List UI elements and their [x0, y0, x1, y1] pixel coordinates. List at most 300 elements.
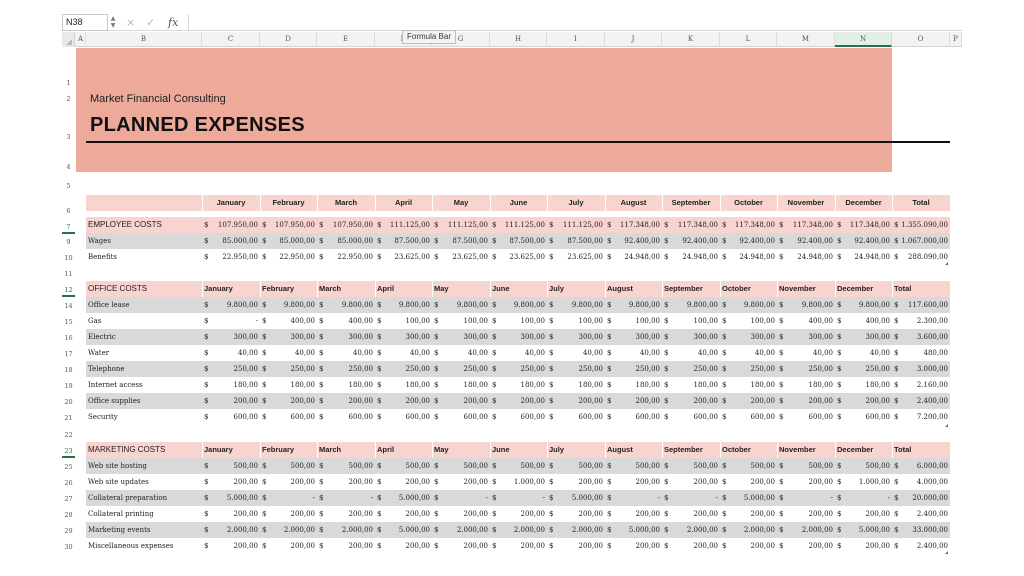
month-value-january[interactable]: 600,00: [233, 413, 258, 421]
month-value-august[interactable]: 92.400,00: [624, 237, 660, 245]
month-header-june[interactable]: June: [492, 284, 510, 293]
month-value-may[interactable]: 300,00: [463, 333, 488, 341]
month-value-may[interactable]: 200,00: [463, 510, 488, 518]
row-number-6[interactable]: 6: [66, 207, 71, 215]
month-value-november[interactable]: 200,00: [808, 542, 833, 550]
month-value-september[interactable]: 24.948,00: [682, 253, 718, 261]
month-value-august[interactable]: 500,00: [635, 462, 660, 470]
row-number-28[interactable]: 28: [64, 511, 73, 519]
row-number-12[interactable]: 12: [64, 286, 73, 294]
total-value[interactable]: 2.400,00: [916, 510, 948, 518]
month-value-april[interactable]: 100,00: [405, 317, 430, 325]
month-value-april[interactable]: 111.125,00: [389, 221, 430, 229]
month-value-july[interactable]: 200,00: [578, 510, 603, 518]
total-value[interactable]: 480,00: [923, 349, 948, 357]
insert-function-icon[interactable]: fx: [168, 16, 179, 29]
month-header-march[interactable]: March: [334, 198, 358, 207]
month-header-may[interactable]: May: [434, 445, 449, 454]
month-value-september[interactable]: 500,00: [693, 462, 718, 470]
total-value[interactable]: 3.600,00: [916, 333, 948, 341]
month-header-april[interactable]: April: [377, 284, 395, 293]
month-value-november[interactable]: 200,00: [808, 478, 833, 486]
month-value-august[interactable]: 24.948,00: [624, 253, 660, 261]
row-label[interactable]: Office lease: [88, 301, 130, 309]
row-label[interactable]: Water: [88, 349, 110, 357]
column-header-a[interactable]: A: [76, 32, 86, 47]
month-value-july[interactable]: 2.000,00: [571, 526, 603, 534]
month-value-september[interactable]: 2.000,00: [686, 526, 718, 534]
month-value-december[interactable]: 300,00: [865, 333, 890, 341]
month-value-june[interactable]: 180,00: [520, 381, 545, 389]
month-header-january[interactable]: January: [204, 284, 233, 293]
cancel-icon[interactable]: ×: [126, 16, 136, 29]
month-value-november[interactable]: 40,00: [812, 349, 833, 357]
row-number-15[interactable]: 15: [64, 318, 73, 326]
month-value-june[interactable]: 200,00: [520, 510, 545, 518]
month-value-december[interactable]: 24.948,00: [854, 253, 890, 261]
month-value-january[interactable]: 22.950,00: [222, 253, 258, 261]
row-number-11[interactable]: 11: [64, 270, 73, 278]
column-header-e[interactable]: E: [317, 32, 375, 47]
month-header-march[interactable]: March: [319, 445, 342, 454]
month-value-july[interactable]: 600,00: [578, 413, 603, 421]
month-value-january[interactable]: 2.000,00: [226, 526, 258, 534]
total-value[interactable]: 3.000,00: [916, 365, 948, 373]
row-number-27[interactable]: 27: [64, 495, 73, 503]
total-value[interactable]: 4.000,00: [916, 478, 948, 486]
month-value-july[interactable]: 500,00: [578, 462, 603, 470]
month-value-september[interactable]: 200,00: [693, 478, 718, 486]
month-value-april[interactable]: 200,00: [405, 542, 430, 550]
month-header-january[interactable]: January: [204, 445, 233, 454]
row-number-14[interactable]: 14: [64, 302, 73, 310]
month-value-january[interactable]: 85.000,00: [222, 237, 258, 245]
month-header-november[interactable]: November: [779, 284, 816, 293]
month-value-december[interactable]: 600,00: [865, 413, 890, 421]
row-number-1[interactable]: 1: [66, 79, 71, 87]
month-value-april[interactable]: 40,00: [409, 349, 430, 357]
month-value-january[interactable]: -: [255, 317, 258, 325]
month-value-june[interactable]: 200,00: [520, 397, 545, 405]
month-header-may[interactable]: May: [453, 198, 469, 207]
month-value-january[interactable]: 9.800,00: [226, 301, 258, 309]
month-value-november[interactable]: 24.948,00: [797, 253, 833, 261]
month-value-november[interactable]: 600,00: [808, 413, 833, 421]
month-value-october[interactable]: 24.948,00: [739, 253, 775, 261]
row-number-23[interactable]: 23: [64, 447, 73, 455]
month-value-september[interactable]: 600,00: [693, 413, 718, 421]
total-value[interactable]: 6.000,00: [916, 462, 948, 470]
page-title[interactable]: PLANNED EXPENSES: [90, 114, 305, 136]
month-header-april[interactable]: April: [377, 445, 395, 454]
month-value-february[interactable]: 600,00: [290, 413, 315, 421]
month-value-november[interactable]: 2.000,00: [801, 526, 833, 534]
month-header-february[interactable]: February: [262, 445, 295, 454]
month-value-may[interactable]: 200,00: [463, 478, 488, 486]
month-value-october[interactable]: 200,00: [750, 397, 775, 405]
month-value-july[interactable]: 100,00: [578, 317, 603, 325]
month-value-june[interactable]: 600,00: [520, 413, 545, 421]
month-value-january[interactable]: 180,00: [233, 381, 258, 389]
month-value-december[interactable]: 92.400,00: [854, 237, 890, 245]
month-value-march[interactable]: 9.800,00: [341, 301, 373, 309]
month-value-november[interactable]: 9.800,00: [801, 301, 833, 309]
month-value-august[interactable]: 300,00: [635, 333, 660, 341]
month-value-july[interactable]: 300,00: [578, 333, 603, 341]
section-title-office[interactable]: OFFICE COSTS: [88, 284, 148, 293]
month-value-june[interactable]: 1.000,00: [513, 478, 545, 486]
month-value-november[interactable]: 250,00: [808, 365, 833, 373]
month-header-october[interactable]: October: [722, 284, 751, 293]
row-number-21[interactable]: 21: [64, 414, 73, 422]
month-value-november[interactable]: 500,00: [808, 462, 833, 470]
row-number-5[interactable]: 5: [66, 182, 71, 190]
month-value-december[interactable]: 250,00: [865, 365, 890, 373]
month-value-july[interactable]: 87.500,00: [567, 237, 603, 245]
month-value-may[interactable]: 9.800,00: [456, 301, 488, 309]
month-value-may[interactable]: 2.000,00: [456, 526, 488, 534]
month-header-november[interactable]: November: [787, 198, 825, 207]
column-header-d[interactable]: D: [260, 32, 317, 47]
month-value-april[interactable]: 600,00: [405, 413, 430, 421]
column-header-i[interactable]: I: [547, 32, 605, 47]
month-header-august[interactable]: August: [607, 445, 633, 454]
month-value-may[interactable]: 40,00: [467, 349, 488, 357]
month-value-september[interactable]: 200,00: [693, 397, 718, 405]
month-value-january[interactable]: 200,00: [233, 542, 258, 550]
month-value-april[interactable]: 87.500,00: [394, 237, 430, 245]
total-value[interactable]: 117.600,00: [907, 301, 948, 309]
row-label[interactable]: Telephone: [88, 365, 125, 373]
month-header-september[interactable]: September: [664, 284, 703, 293]
month-value-april[interactable]: 200,00: [405, 397, 430, 405]
row-label[interactable]: Office supplies: [88, 397, 141, 405]
total-value[interactable]: 2.400,00: [916, 542, 948, 550]
row-label[interactable]: Benefits: [88, 253, 118, 261]
month-header-september[interactable]: September: [671, 198, 711, 207]
month-value-april[interactable]: 300,00: [405, 333, 430, 341]
month-value-june[interactable]: 87.500,00: [509, 237, 545, 245]
month-value-may[interactable]: 100,00: [463, 317, 488, 325]
month-value-march[interactable]: 2.000,00: [341, 526, 373, 534]
month-header-may[interactable]: May: [434, 284, 449, 293]
month-value-march[interactable]: 40,00: [352, 349, 373, 357]
month-value-september[interactable]: 40,00: [697, 349, 718, 357]
row-number-20[interactable]: 20: [64, 398, 73, 406]
month-value-july[interactable]: 250,00: [578, 365, 603, 373]
month-value-december[interactable]: 117.348,00: [849, 221, 890, 229]
month-header-march[interactable]: March: [319, 284, 342, 293]
month-value-february[interactable]: 400,00: [290, 317, 315, 325]
month-value-december[interactable]: 400,00: [865, 317, 890, 325]
month-value-may[interactable]: 200,00: [463, 542, 488, 550]
company-name[interactable]: Market Financial Consulting: [90, 93, 226, 105]
name-box[interactable]: N38: [62, 14, 108, 31]
month-header-october[interactable]: October: [722, 445, 751, 454]
month-value-june[interactable]: 9.800,00: [513, 301, 545, 309]
row-number-2[interactable]: 2: [66, 95, 71, 103]
month-value-october[interactable]: 200,00: [750, 542, 775, 550]
total-value[interactable]: 1.067.000,00: [901, 237, 948, 245]
month-value-october[interactable]: 500,00: [750, 462, 775, 470]
month-value-december[interactable]: 200,00: [865, 510, 890, 518]
month-value-december[interactable]: 200,00: [865, 542, 890, 550]
month-value-may[interactable]: 111.125,00: [447, 221, 488, 229]
month-value-may[interactable]: 500,00: [463, 462, 488, 470]
month-value-july[interactable]: 40,00: [582, 349, 603, 357]
column-header-g[interactable]: G: [432, 32, 490, 47]
month-value-july[interactable]: 200,00: [578, 397, 603, 405]
month-value-may[interactable]: 250,00: [463, 365, 488, 373]
row-number-7[interactable]: 7: [66, 223, 71, 231]
month-value-october[interactable]: 180,00: [750, 381, 775, 389]
row-number-3[interactable]: 3: [66, 133, 71, 141]
month-value-september[interactable]: 9.800,00: [686, 301, 718, 309]
total-value[interactable]: 2.300,00: [916, 317, 948, 325]
select-all-button[interactable]: [62, 32, 75, 47]
month-value-january[interactable]: 500,00: [233, 462, 258, 470]
formula-input[interactable]: [188, 14, 962, 31]
month-header-june[interactable]: June: [509, 198, 528, 207]
column-header-j[interactable]: J: [605, 32, 662, 47]
month-value-january[interactable]: 200,00: [233, 478, 258, 486]
row-number-30[interactable]: 30: [64, 543, 73, 551]
month-value-august[interactable]: 180,00: [635, 381, 660, 389]
column-header-h[interactable]: H: [490, 32, 547, 47]
month-value-january[interactable]: 200,00: [233, 397, 258, 405]
month-value-october[interactable]: 600,00: [750, 413, 775, 421]
month-value-february[interactable]: 200,00: [290, 542, 315, 550]
month-value-august[interactable]: 600,00: [635, 413, 660, 421]
month-header-december[interactable]: December: [837, 284, 874, 293]
month-value-october[interactable]: 40,00: [754, 349, 775, 357]
month-value-august[interactable]: 9.800,00: [628, 301, 660, 309]
month-value-september[interactable]: 100,00: [693, 317, 718, 325]
month-value-february[interactable]: 107.950,00: [274, 221, 315, 229]
month-value-april[interactable]: 250,00: [405, 365, 430, 373]
month-value-august[interactable]: 200,00: [635, 478, 660, 486]
month-value-october[interactable]: 92.400,00: [739, 237, 775, 245]
month-value-january[interactable]: 300,00: [233, 333, 258, 341]
month-value-february[interactable]: 300,00: [290, 333, 315, 341]
month-value-march[interactable]: 600,00: [348, 413, 373, 421]
month-header-december[interactable]: December: [837, 445, 874, 454]
row-number-19[interactable]: 19: [64, 382, 73, 390]
month-value-february[interactable]: 40,00: [294, 349, 315, 357]
month-value-june[interactable]: 100,00: [520, 317, 545, 325]
month-value-march[interactable]: 300,00: [348, 333, 373, 341]
total-value[interactable]: 33.000,00: [912, 526, 948, 534]
month-value-march[interactable]: 400,00: [348, 317, 373, 325]
enter-icon[interactable]: ✓: [146, 16, 156, 29]
row-label[interactable]: Collateral preparation: [88, 494, 168, 502]
month-value-march[interactable]: 200,00: [348, 397, 373, 405]
month-value-march[interactable]: 250,00: [348, 365, 373, 373]
month-header-october[interactable]: October: [734, 198, 763, 207]
month-value-march[interactable]: -: [370, 494, 373, 502]
column-header-o[interactable]: O: [892, 32, 950, 47]
month-value-august[interactable]: -: [657, 494, 660, 502]
month-value-november[interactable]: 180,00: [808, 381, 833, 389]
month-value-august[interactable]: 117.348,00: [619, 221, 660, 229]
row-number-4[interactable]: 4: [66, 163, 71, 171]
month-value-october[interactable]: 250,00: [750, 365, 775, 373]
month-value-november[interactable]: 117.348,00: [792, 221, 833, 229]
month-value-may[interactable]: 600,00: [463, 413, 488, 421]
month-value-july[interactable]: 200,00: [578, 542, 603, 550]
month-value-march[interactable]: 180,00: [348, 381, 373, 389]
month-value-october[interactable]: 300,00: [750, 333, 775, 341]
month-value-february[interactable]: 250,00: [290, 365, 315, 373]
total-value[interactable]: 7.200,00: [916, 413, 948, 421]
month-value-january[interactable]: 40,00: [237, 349, 258, 357]
row-label[interactable]: Gas: [88, 317, 102, 325]
month-value-september[interactable]: 200,00: [693, 542, 718, 550]
month-value-february[interactable]: 200,00: [290, 510, 315, 518]
total-value[interactable]: 20.000,00: [912, 494, 948, 502]
month-value-june[interactable]: 500,00: [520, 462, 545, 470]
month-value-march[interactable]: 22.950,00: [337, 253, 373, 261]
row-number-18[interactable]: 18: [64, 366, 73, 374]
month-value-december[interactable]: 1.000,00: [858, 478, 890, 486]
month-value-february[interactable]: 85.000,00: [279, 237, 315, 245]
total-value[interactable]: 288.090,00: [907, 253, 948, 261]
row-number-10[interactable]: 10: [64, 254, 73, 262]
row-label[interactable]: Wages: [88, 237, 111, 245]
month-value-march[interactable]: 200,00: [348, 478, 373, 486]
row-label[interactable]: Collateral printing: [88, 510, 154, 518]
section-title-marketing[interactable]: MARKETING COSTS: [88, 445, 166, 454]
month-value-june[interactable]: 23.625,00: [509, 253, 545, 261]
month-value-october[interactable]: 200,00: [750, 478, 775, 486]
month-value-october[interactable]: 200,00: [750, 510, 775, 518]
row-label[interactable]: Security: [88, 413, 118, 421]
row-label[interactable]: Internet access: [88, 381, 143, 389]
month-value-may[interactable]: 87.500,00: [452, 237, 488, 245]
month-value-november[interactable]: 200,00: [808, 510, 833, 518]
month-value-february[interactable]: 200,00: [290, 478, 315, 486]
row-number-9[interactable]: 9: [66, 238, 71, 246]
month-value-august[interactable]: 40,00: [639, 349, 660, 357]
month-value-october[interactable]: 100,00: [750, 317, 775, 325]
month-value-january[interactable]: 250,00: [233, 365, 258, 373]
month-value-march[interactable]: 500,00: [348, 462, 373, 470]
month-value-february[interactable]: 200,00: [290, 397, 315, 405]
row-number-26[interactable]: 26: [64, 479, 73, 487]
month-value-august[interactable]: 200,00: [635, 542, 660, 550]
month-value-april[interactable]: 5.000,00: [398, 494, 430, 502]
month-value-october[interactable]: 5.000,00: [743, 494, 775, 502]
month-value-february[interactable]: 180,00: [290, 381, 315, 389]
total-value[interactable]: 2.160,00: [916, 381, 948, 389]
column-header-c[interactable]: C: [202, 32, 260, 47]
month-value-march[interactable]: 200,00: [348, 510, 373, 518]
month-header-april[interactable]: April: [394, 198, 413, 207]
month-header-august[interactable]: August: [607, 284, 633, 293]
month-value-october[interactable]: 9.800,00: [743, 301, 775, 309]
month-value-february[interactable]: -: [312, 494, 315, 502]
month-header-august[interactable]: August: [620, 198, 647, 207]
month-value-august[interactable]: 200,00: [635, 510, 660, 518]
month-value-july[interactable]: 5.000,00: [571, 494, 603, 502]
month-header-january[interactable]: January: [216, 198, 246, 207]
row-label[interactable]: Miscellaneous expenses: [88, 542, 174, 550]
row-label[interactable]: Electric: [88, 333, 116, 341]
month-value-june[interactable]: 300,00: [520, 333, 545, 341]
month-value-june[interactable]: -: [542, 494, 545, 502]
month-header-november[interactable]: November: [779, 445, 816, 454]
month-value-july[interactable]: 23.625,00: [567, 253, 603, 261]
row-label[interactable]: Web site hosting: [88, 462, 147, 470]
month-header-september[interactable]: September: [664, 445, 703, 454]
month-value-december[interactable]: 180,00: [865, 381, 890, 389]
month-value-october[interactable]: 2.000,00: [743, 526, 775, 534]
total-header[interactable]: Total: [894, 284, 912, 293]
month-value-april[interactable]: 180,00: [405, 381, 430, 389]
empty-header-cell[interactable]: [86, 195, 202, 211]
column-header-m[interactable]: M: [777, 32, 835, 47]
month-header-july[interactable]: July: [549, 445, 565, 454]
month-header-june[interactable]: June: [492, 445, 510, 454]
row-number-22[interactable]: 22: [64, 431, 73, 439]
month-value-april[interactable]: 9.800,00: [398, 301, 430, 309]
total-header[interactable]: Total: [894, 445, 912, 454]
month-value-july[interactable]: 180,00: [578, 381, 603, 389]
month-value-december[interactable]: 40,00: [869, 349, 890, 357]
total-value[interactable]: 1.355.090,00: [901, 221, 948, 229]
row-label[interactable]: Web site updates: [88, 478, 149, 486]
row-number-25[interactable]: 25: [64, 463, 73, 471]
column-header-n[interactable]: N: [835, 32, 892, 47]
month-value-june[interactable]: 2.000,00: [513, 526, 545, 534]
month-value-march[interactable]: 85.000,00: [337, 237, 373, 245]
month-value-november[interactable]: 300,00: [808, 333, 833, 341]
month-value-may[interactable]: 180,00: [463, 381, 488, 389]
month-value-july[interactable]: 200,00: [578, 478, 603, 486]
month-value-may[interactable]: 200,00: [463, 397, 488, 405]
month-value-april[interactable]: 200,00: [405, 510, 430, 518]
total-value[interactable]: 2.400,00: [916, 397, 948, 405]
month-value-november[interactable]: 92.400,00: [797, 237, 833, 245]
month-value-november[interactable]: 200,00: [808, 397, 833, 405]
month-value-february[interactable]: 500,00: [290, 462, 315, 470]
month-value-december[interactable]: -: [887, 494, 890, 502]
month-value-april[interactable]: 200,00: [405, 478, 430, 486]
month-header-december[interactable]: December: [845, 198, 882, 207]
month-value-february[interactable]: 9.800,00: [283, 301, 315, 309]
row-label[interactable]: Marketing events: [88, 526, 151, 534]
month-header-july[interactable]: July: [549, 284, 565, 293]
row-number-29[interactable]: 29: [64, 527, 73, 535]
column-header-p[interactable]: P: [950, 32, 962, 47]
month-value-september[interactable]: -: [715, 494, 718, 502]
month-value-april[interactable]: 500,00: [405, 462, 430, 470]
month-value-august[interactable]: 5.000,00: [628, 526, 660, 534]
month-value-october[interactable]: 117.348,00: [734, 221, 775, 229]
row-number-17[interactable]: 17: [64, 350, 73, 358]
month-value-september[interactable]: 92.400,00: [682, 237, 718, 245]
month-value-september[interactable]: 250,00: [693, 365, 718, 373]
month-value-july[interactable]: 9.800,00: [571, 301, 603, 309]
month-value-december[interactable]: 9.800,00: [858, 301, 890, 309]
month-value-august[interactable]: 200,00: [635, 397, 660, 405]
month-value-june[interactable]: 200,00: [520, 542, 545, 550]
month-value-december[interactable]: 500,00: [865, 462, 890, 470]
month-header-february[interactable]: February: [272, 198, 305, 207]
month-value-february[interactable]: 2.000,00: [283, 526, 315, 534]
month-value-april[interactable]: 5.000,00: [398, 526, 430, 534]
month-value-january[interactable]: 5.000,00: [226, 494, 258, 502]
